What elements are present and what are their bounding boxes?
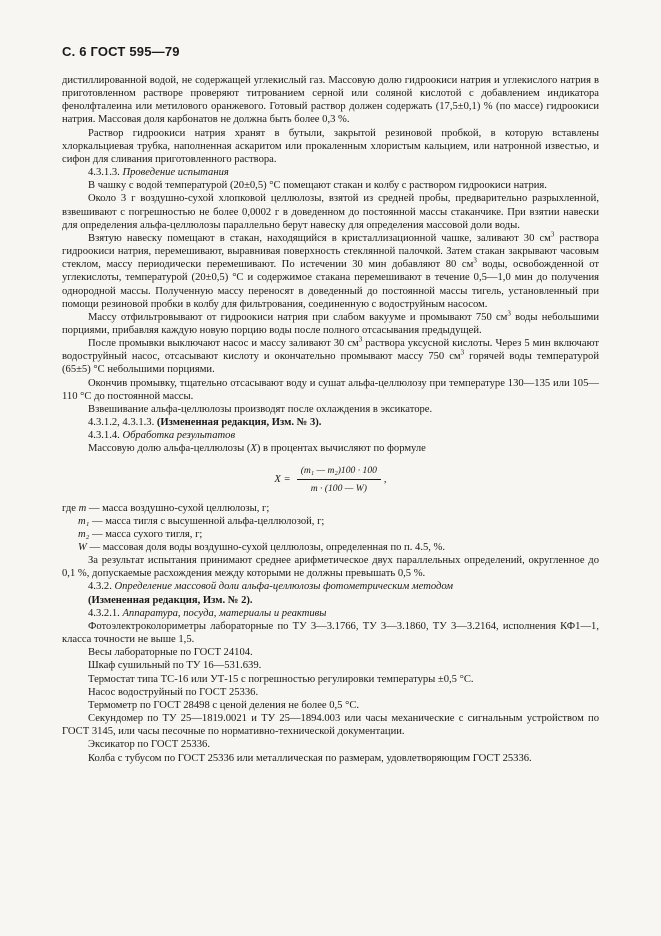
variable: m₂ xyxy=(78,528,90,540)
variable: m₁ xyxy=(78,515,90,527)
definition-item xyxy=(62,541,599,554)
paragraph: В чашку с водой температурой (20±0,5) °С помещают стакан и колбу с раствором гидроокиси натрия. xyxy=(88,180,547,192)
paragraph xyxy=(62,337,599,376)
superscript: 3 xyxy=(473,256,477,265)
variable: X xyxy=(250,443,257,455)
variable: W xyxy=(78,542,87,553)
text-run: — масса сухого тигля, г; xyxy=(89,528,203,540)
text-run: Взятую навеску помещают в стакан, находящийся в кристаллизационной чашке, заливают 30 см xyxy=(88,232,551,244)
text-run: раствора уксусной кислоты. Через 5 мин включают водоструйный насос, отсасывают кислоту и окончательно промывают массу 750 см xyxy=(62,338,599,363)
section-title: Проведение испытания xyxy=(122,167,229,179)
section-number: 4.3.2.1. xyxy=(88,607,123,619)
list-item: Насос водоструйный по ГОСТ 25336. xyxy=(88,686,259,698)
section-heading xyxy=(62,580,599,593)
section-number: 4.3.2. xyxy=(88,581,115,593)
text-run: — массовая доля воды воздушно-сухой целлюлозы, определенная по п. 4.5, %. xyxy=(86,542,446,553)
document-body xyxy=(62,74,599,765)
paragraph: Окончив промывку, тщательно отсасывают воду и сушат альфа-целлюлозу при температуре 130—135 или 105—110 °С до постоянной массы. xyxy=(62,377,599,402)
paragraph xyxy=(62,311,599,337)
list-item: Термостат типа ТС-16 или УТ-15 с погрешностью регулировки температуры ±0,5 °С. xyxy=(88,673,474,685)
list-item: Фотоэлектроколориметры лабораторные по ТУ 3—3.1766, ТУ 3—3.1860, ТУ 3—3.2164, исполнения КФ1—1, класса точности не выше 1,5. xyxy=(62,620,599,646)
amendment-note: (Измененная редакция, Изм. № 2). xyxy=(88,594,253,606)
page-header: С. 6 ГОСТ 595—79 xyxy=(62,44,180,59)
superscript: 3 xyxy=(507,309,511,318)
text-run: — масса тигля с высушенной альфа-целлюлозой, г; xyxy=(89,515,325,527)
list-item: Шкаф сушильный по ТУ 16—531.639. xyxy=(88,660,262,672)
formula xyxy=(62,462,599,498)
text-run: Массу отфильтровывают от гидроокиси натрия при слабом вакууме и промывают 750 см xyxy=(88,311,508,323)
formula-denominator: m · (100 — W) xyxy=(310,483,367,495)
text-run: — масса воздушно-сухой целлюлозы, г; xyxy=(86,502,270,514)
superscript: 3 xyxy=(358,335,363,344)
text-run: горячей воды температурой (65±5) °С небольшими порциями. xyxy=(62,351,599,376)
formula-numerator: (m₁ — m₂)100 · 100 xyxy=(297,464,381,480)
formula-tail: , xyxy=(383,473,387,485)
formula-lhs: X = xyxy=(274,473,291,485)
text-run: где xyxy=(62,502,79,514)
superscript: 3 xyxy=(460,348,465,357)
list-item: Секундомер по ТУ 25—1819.0021 и ТУ 25—1894.003 или часы механические с сигнальным устройством по ГОСТ 3145, или часы песочные по нормативно-технической документации. xyxy=(62,713,599,738)
paragraph: Взвешивание альфа-целлюлозы производят после охлаждения в эксикаторе. xyxy=(88,403,433,415)
section-number: 4.3.1.2, 4.3.1.3. xyxy=(88,417,157,429)
text-run: воды небольшими порциями, прибавляя каждую новую порцию воды после полного отсасывания предыдущей. xyxy=(62,311,599,336)
definition-item xyxy=(62,515,599,528)
section-heading xyxy=(62,166,599,179)
list-item: Колба с тубусом по ГОСТ 25336 или металлическая по размерам, удовлетворяющим ГОСТ 25336. xyxy=(88,752,532,764)
superscript: 3 xyxy=(550,230,555,239)
section-title: Аппаратура, посуда, материалы и реактивы xyxy=(122,607,327,619)
text-run: ) в процентах вычисляют по формуле xyxy=(256,443,426,455)
text-run: Массовую долю альфа-целлюлозы ( xyxy=(88,443,251,455)
section-number: 4.3.1.3. xyxy=(88,167,123,179)
paragraph: За результат испытания принимают среднее арифметическое двух параллельных определений, округленное до 0,1 %, допускаемые расхождения между которыми не должны превышать 0,5 %. xyxy=(62,555,599,580)
text-run: воды, освобожденной от углекислоты, температурой (20±0,5) °С и содержимое стакана перемешивают в течение 0,5—1,0 мин до получения однородной массы. Полученную массу переносят в доведенный до постоянной массы тигель, установленный при помощи резиновой пробки в колбу для фильтрования, соединенную с водоструйным насосом. xyxy=(62,259,599,310)
text-run: раствора гидроокиси натрия, перемешивают, выравнивая поверхность стеклянной палочкой. Затем стакан закрывают часовым стеклом, массу периодически перемешивают. По истечении 30 мин добавляют 80 см xyxy=(62,232,599,271)
definition-item xyxy=(62,528,599,541)
text-run: После промывки выключают насос и массу заливают 30 см xyxy=(88,338,359,350)
list-item: Весы лабораторные по ГОСТ 24104. xyxy=(88,647,253,659)
paragraph: Раствор гидроокиси натрия хранят в бутыли, закрытой резиновой пробкой, в которую вставлены хлоркальциевая трубка, наполненная аскаритом или прокаленным хлористым кальцием, или натронной известью, и сифон для сливания приготовленного раствора. xyxy=(62,127,599,165)
list-item: Термометр по ГОСТ 28498 с ценой деления не более 0,5 °С. xyxy=(88,699,360,711)
amendment-text: (Измененная редакция, Изм. № 3). xyxy=(156,417,322,429)
variable: m xyxy=(78,502,87,514)
section-number: 4.3.1.4. xyxy=(88,430,123,442)
section-heading xyxy=(62,429,599,442)
section-title: Определение массовой доли альфа-целлюлозы фотометрическим методом xyxy=(114,581,454,593)
section-title: Обработка результатов xyxy=(122,430,236,442)
list-item: Эксикатор по ГОСТ 25336. xyxy=(88,739,210,751)
paragraph: Около 3 г воздушно-сухой хлопковой целлюлозы, взятой из средней пробы, предварительно разрыхленной, взвешивают с погрешностью не более 0,0002 г в доведенном до постоянной массы стаканчике. При взятии навески для определения альфа-целлюлозы параллельно берут навеску для определения массовой доли воды. xyxy=(62,193,599,231)
amendment-note xyxy=(62,416,599,429)
definition-item xyxy=(62,502,599,515)
formula-fraction xyxy=(297,464,381,495)
section-heading xyxy=(62,607,599,620)
paragraph: дистиллированной водой, не содержащей углекислый газ. Массовую долю гидроокиси натрия и углекислого натрия в приготовленном растворе проверяют титрованием серной или соляной кислотой с добавлением индикатора фенолфталеина или метилового оранжевого. Готовый раствор должен содержать (17,5±0,1) % (по массе) гидроокиси натрия. Массовая доля карбонатов не должна быть более 0,3 %. xyxy=(62,75,599,126)
paragraph xyxy=(62,442,599,455)
paragraph xyxy=(62,232,599,311)
